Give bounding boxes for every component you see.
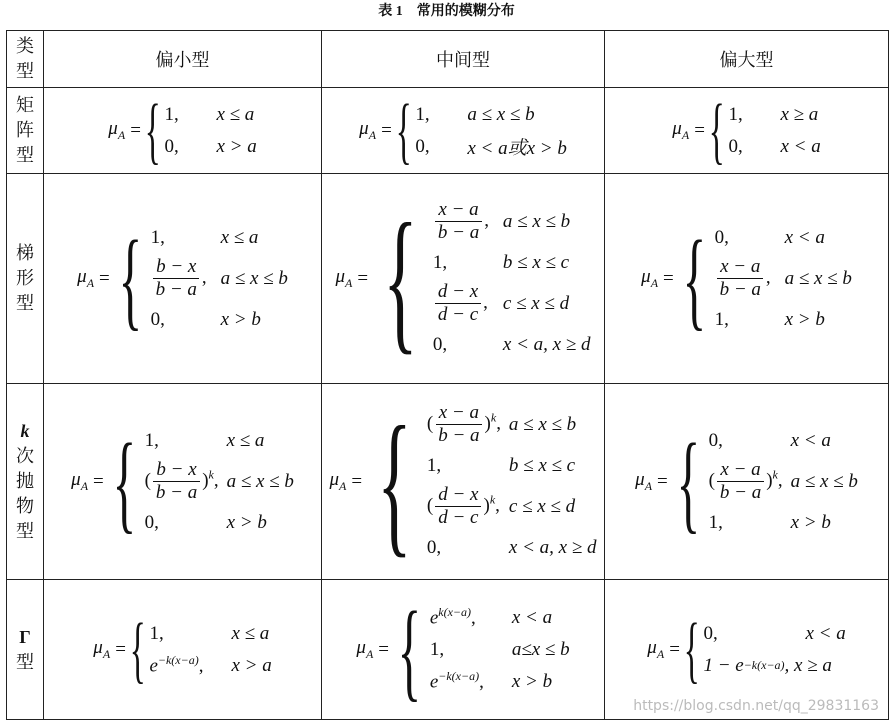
formula-kparab-small: $\mu_A$ = { 1, x ≤ a ( $\frac{b - x}{b - a}$ )$^k$, a ≤ x ≤ b 0, x > b — [44, 384, 322, 580]
fuzzy-distribution-table — [6, 30, 889, 720]
row-trap — [7, 174, 889, 384]
formula-gamma-middle: $\mu_A$ = { $e^{k(x-a)}$, x < a 1, a≤x ≤ b $e^{-k(x-a)}$, x > b — [322, 580, 605, 720]
row-label-trap: 梯 形 型 — [7, 174, 44, 384]
table-caption: 表 1 常用的模糊分布 — [378, 4, 515, 19]
formula-gamma-small: $\mu_A$ = { 1, x ≤ a $e^{-k(x-a)}$, x > a — [44, 580, 322, 720]
row-label-kparab: k 次 抛 物 型 — [7, 384, 44, 580]
formula-trap-middle: $\mu_A$ = { $\frac{x - a}{b - a}$ , a ≤ x ≤ b 1, b ≤ x ≤ c $\frac{d - x}{d - c}$ , c ≤ x ≤ d 0, x < a, x ≥ d — [322, 174, 605, 384]
header-type: 类 型 — [7, 31, 44, 88]
formula-gamma-large: $\mu_A$ = { 0, x < a 1 − e −k(x−a) , x ≥ a — [605, 580, 889, 720]
row-kparab — [7, 384, 889, 580]
row-rect — [7, 88, 889, 174]
formula-rect-small: $\mu_A$ = { 1, x ≤ a 0, x > a — [44, 88, 322, 174]
formula-kparab-middle: $\mu_A$ = { ( $\frac{x - a}{b - a}$ )$^k$, a ≤ x ≤ b 1, b ≤ x ≤ c ( $\frac{d - x}{d - c}$ )$^k$, c ≤ x ≤ d 0, x < a, x ≥ d — [322, 384, 605, 580]
watermark: https://blog.csdn.net/qq_29831163 — [633, 698, 879, 714]
header-row — [7, 31, 889, 88]
row-label-gamma: Γ 型 — [7, 580, 44, 720]
header-large: 偏大型 — [605, 31, 889, 88]
formula-trap-large: $\mu_A$ = { 0, x < a $\frac{x - a}{b - a}$ , a ≤ x ≤ b 1, x > b — [605, 174, 889, 384]
formula-trap-small: $\mu_A$ = { 1, x ≤ a $\frac{b - x}{b - a}$ , a ≤ x ≤ b 0, x > b — [44, 174, 322, 384]
row-label-rect: 矩 阵 型 — [7, 88, 44, 174]
formula-kparab-large: $\mu_A$ = { 0, x < a ( $\frac{x - a}{b - a}$ )$^k$, a ≤ x ≤ b 1, x > b — [605, 384, 889, 580]
formula-rect-large: $\mu_A$ = { 1, x ≥ a 0, x < a — [605, 88, 889, 174]
formula-rect-middle: $\mu_A$ = { 1, a ≤ x ≤ b 0, x < a或x > b — [322, 88, 605, 174]
header-small: 偏小型 — [44, 31, 322, 88]
header-middle: 中间型 — [322, 31, 605, 88]
